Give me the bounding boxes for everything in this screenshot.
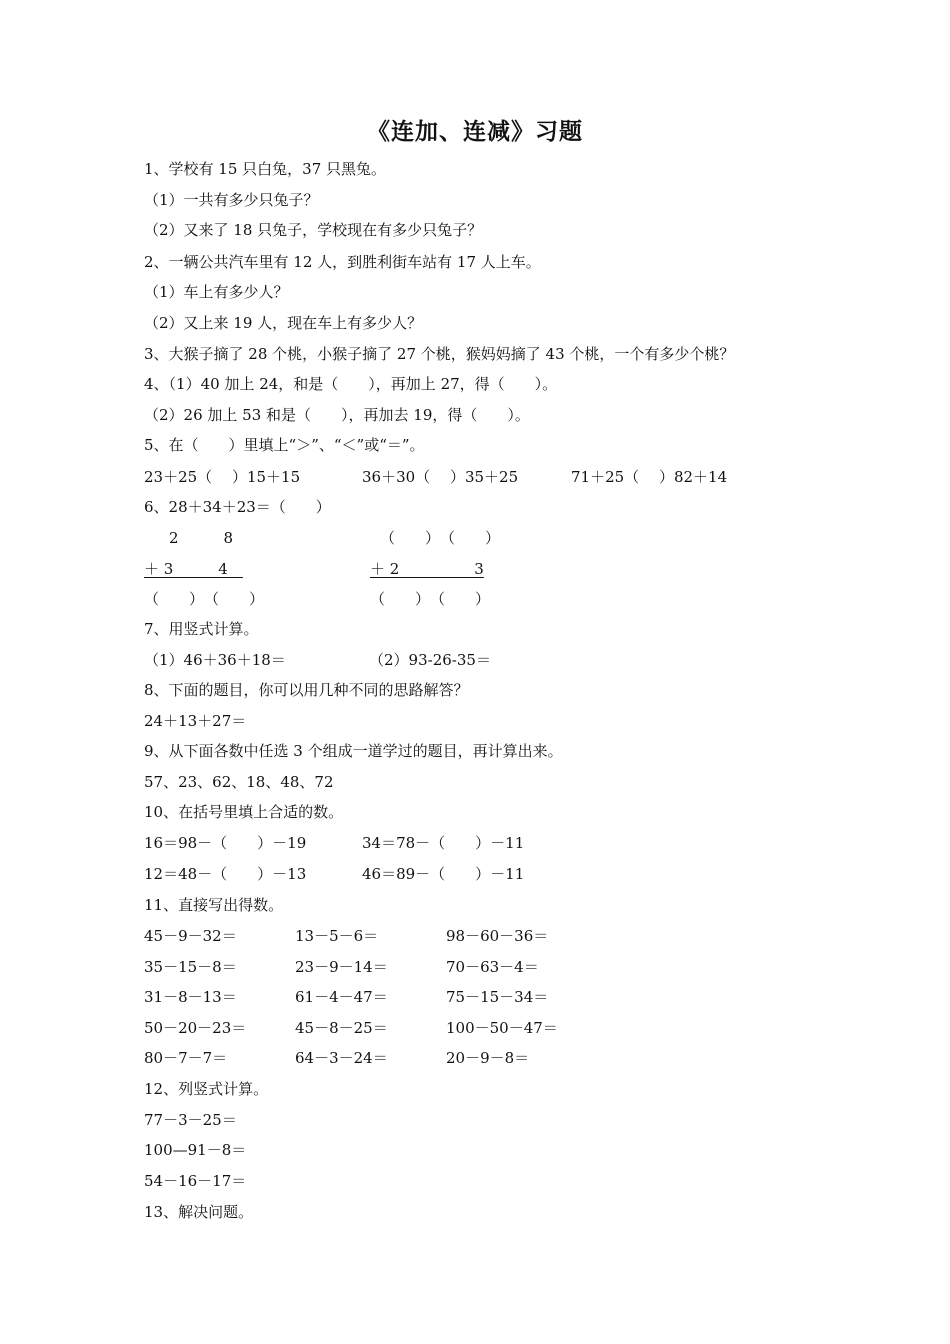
q11-item: 70－63－4＝ [446,958,539,976]
q10-item: 16＝98－（ ）－19 [144,834,307,852]
q5-item: 36＋30（ ）35＋25 [362,468,519,486]
q8-expression: 24＋13＋27＝ [144,712,247,730]
q6-right-answer-blanks: （ ） （ ） [370,590,491,608]
q12-item: 54－16－17＝ [144,1172,247,1190]
q10-stem: 10、在括号里填上合适的数。 [144,803,344,821]
q6-stem: 6、28＋34＋23＝（ ） [144,498,331,516]
q11-item: 100－50－47＝ [446,1019,558,1037]
q11-item: 75－15－34＝ [446,988,549,1006]
q11-item: 45－8－25＝ [295,1019,388,1037]
q1-part2: （2）又来了 18 只兔子，学校现在有多少只兔子？ [144,221,483,239]
q6-left-answer-blanks: （ ） （ ） [144,590,265,608]
q13-stem: 13、解决问题。 [144,1203,254,1221]
q4-stem: 4、（1）40 加上 24，和是（ ），再加上 27，得（ ）。 [144,375,558,393]
q12-item: 77－3－25＝ [144,1111,237,1129]
q11-item: 35－15－8＝ [144,958,237,976]
q9-numbers: 57、23、62、18、48、72 [144,773,334,791]
q4-part2: （2）26 加上 53 和是（ ），再加去 19，得（ ）。 [144,406,530,424]
q12-stem: 12、列竖式计算。 [144,1080,269,1098]
q1-part1: （1）一共有多少只兔子？ [144,191,319,209]
q7-part1: （1）46＋36＋18＝ [144,651,286,669]
q7-part2: （2）93-26-35＝ [369,651,491,669]
q9-stem: 9、从下面各数中任选 3 个组成一道学过的题目，再计算出来。 [144,742,563,760]
q11-item: 61－4－47＝ [295,988,388,1006]
q6-left-addends: 2 8 [169,529,234,547]
q11-item: 20－9－8＝ [446,1049,530,1067]
q11-item: 98－60－36＝ [446,927,549,945]
q11-item: 31－8－13＝ [144,988,237,1006]
q11-item: 80－7－7＝ [144,1049,228,1067]
q5-item: 23＋25（ ）15＋15 [144,468,301,486]
q8-stem: 8、下面的题目，你可以用几种不同的思路解答？ [144,681,469,699]
q6-right-blanks: （ ） （ ） [380,529,501,547]
q10-item: 12＝48－（ ）－13 [144,865,307,883]
q11-item: 23－9－14＝ [295,958,388,976]
q3-stem: 3、大猴子摘了 28 个桃，小猴子摘了 27 个桃，猴妈妈摘了 43 个桃，一个有多少个桃？ [144,345,735,363]
q10-item: 46＝89－（ ）－11 [362,865,525,883]
q5-item: 71＋25（ ）82＋14 [571,468,728,486]
q2-part1: （1）车上有多少人？ [144,283,289,301]
q2-part2: （2）又上来 19 人，现在车上有多少人？ [144,314,423,332]
q11-stem: 11、直接写出得数。 [144,896,284,914]
q2-stem: 2、一辆公共汽车里有 12 人，到胜利街车站有 17 人上车。 [144,253,541,271]
q5-stem: 5、在（ ）里填上“＞”、“＜”或“＝”。 [144,436,425,454]
q11-item: 50－20－23＝ [144,1019,247,1037]
q11-item: 45－9－32＝ [144,927,237,945]
q10-item: 34＝78－（ ）－11 [362,834,525,852]
q7-stem: 7、用竖式计算。 [144,620,259,638]
q1-stem: 1、学校有 15 只白兔，37 只黑兔。 [144,160,387,178]
q11-item: 13－5－6＝ [295,927,379,945]
q6-right-plus-row: ＋ 2 3 [370,560,484,578]
q11-item: 64－3－24＝ [295,1049,388,1067]
q12-item: 100—91－8＝ [144,1141,247,1159]
page-title: 《连加、连减》习题 [367,118,583,145]
q6-left-plus-row: ＋ 3 4 [144,560,243,578]
